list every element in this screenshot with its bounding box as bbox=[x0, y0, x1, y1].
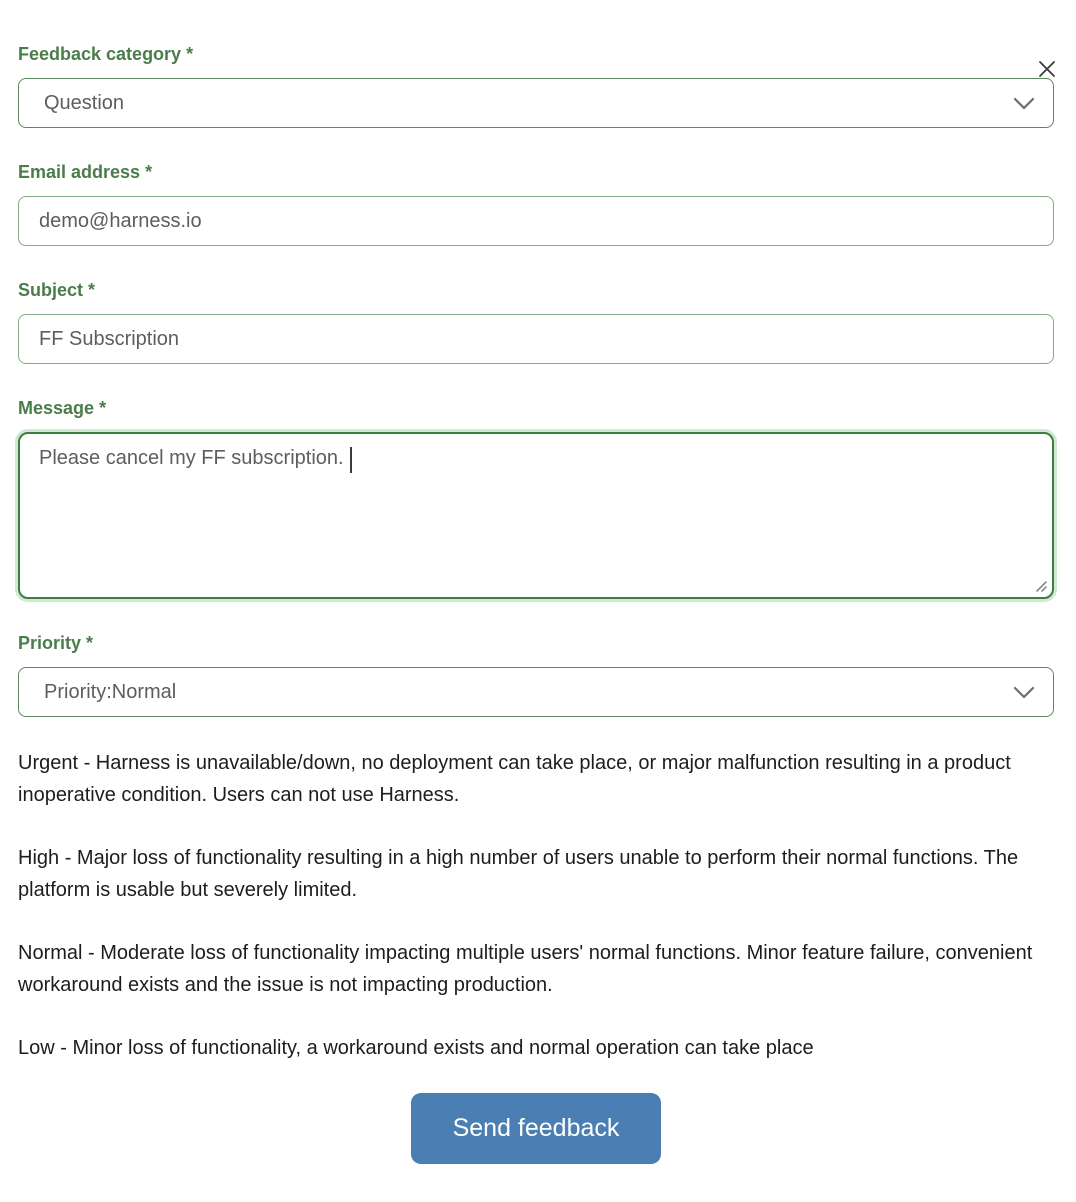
priority-selected-value: Priority:Normal bbox=[44, 680, 177, 703]
required-asterisk: * bbox=[99, 398, 107, 418]
close-button[interactable] bbox=[1034, 56, 1060, 82]
subject-label-text: Subject bbox=[18, 280, 84, 300]
subject-field[interactable] bbox=[18, 314, 1054, 364]
required-asterisk: * bbox=[145, 162, 153, 182]
text-cursor bbox=[350, 447, 352, 473]
field-group-feedback-category bbox=[18, 44, 1054, 128]
required-asterisk: * bbox=[86, 633, 94, 653]
priority-help-low: Low - Minor loss of functionality, a workaround exists and normal operation can take place bbox=[18, 1037, 814, 1059]
submit-row bbox=[18, 1093, 1054, 1164]
email-field-value: demo@harness.io bbox=[39, 209, 202, 232]
message-label bbox=[18, 398, 1054, 419]
message-textarea[interactable] bbox=[18, 432, 1054, 599]
priority-help-normal: Normal - Moderate loss of functionality impacting multiple users' normal functions. Minor feature failure, convenient workaround exists and the issue is not impacting production. bbox=[18, 942, 1033, 996]
required-asterisk: * bbox=[88, 280, 96, 300]
required-asterisk: * bbox=[186, 44, 194, 64]
feedback-category-label-text: Feedback category bbox=[18, 44, 182, 64]
subject-label bbox=[18, 280, 1054, 301]
resize-handle-icon[interactable] bbox=[1033, 578, 1048, 593]
field-group-subject bbox=[18, 280, 1054, 364]
feedback-category-selected-value: Question bbox=[44, 91, 125, 114]
chevron-down-icon bbox=[1013, 686, 1035, 699]
message-textarea-value: Please cancel my FF subscription. bbox=[39, 447, 344, 469]
priority-descriptions bbox=[18, 747, 1049, 1064]
subject-field-value: FF Subscription bbox=[39, 327, 180, 350]
priority-help-urgent: Urgent - Harness is unavailable/down, no deployment can take place, or major malfunction resulting in a product inoperative condition. Users can not use Harness. bbox=[18, 752, 1011, 806]
send-feedback-button[interactable]: Send feedback bbox=[411, 1093, 661, 1164]
field-group-priority bbox=[18, 633, 1054, 717]
priority-label bbox=[18, 633, 1054, 654]
email-field[interactable] bbox=[18, 196, 1054, 246]
feedback-category-label bbox=[18, 44, 1054, 65]
email-label-text: Email address bbox=[18, 162, 141, 182]
chevron-down-icon bbox=[1013, 97, 1035, 110]
email-label bbox=[18, 162, 1054, 183]
priority-label-text: Priority bbox=[18, 633, 82, 653]
priority-select[interactable] bbox=[18, 667, 1054, 717]
priority-help-high: High - Major loss of functionality resulting in a high number of users unable to perform their normal functions. The platform is usable but severely limited. bbox=[18, 847, 1019, 901]
close-icon bbox=[1037, 59, 1057, 79]
message-label-text: Message bbox=[18, 398, 95, 418]
field-group-message bbox=[18, 398, 1054, 599]
feedback-dialog bbox=[0, 44, 1076, 1202]
feedback-category-select[interactable] bbox=[18, 78, 1054, 128]
field-group-email bbox=[18, 162, 1054, 246]
